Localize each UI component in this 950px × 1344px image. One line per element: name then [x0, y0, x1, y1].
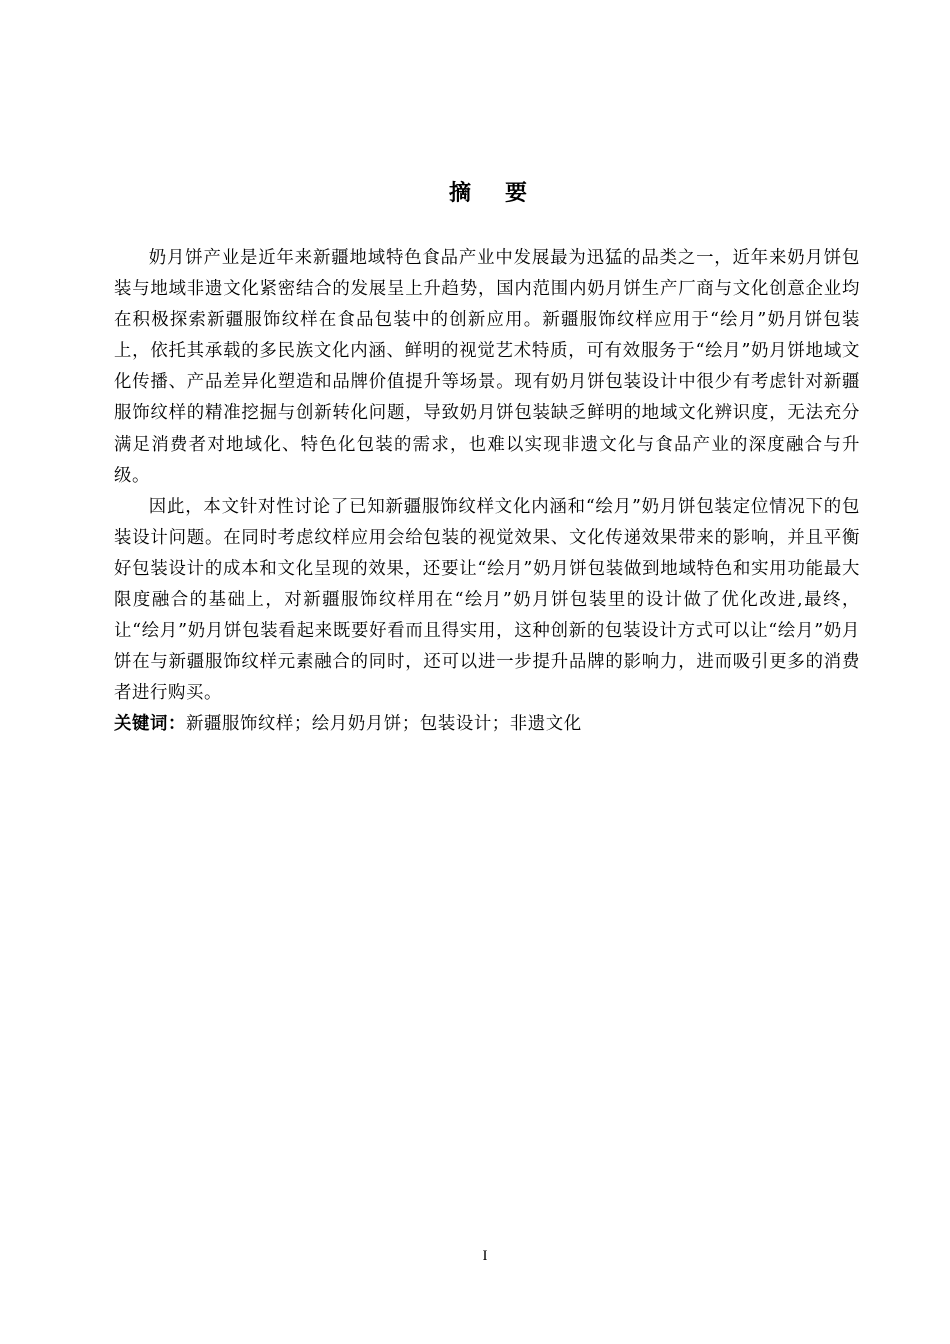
- keywords-text: 新疆服饰纹样；绘月奶月饼；包装设计；非遗文化: [185, 714, 582, 735]
- abstract-paragraph-2: 因此，本文针对性讨论了已知新疆服饰纹样文化内涵和“绘月”奶月饼包装定位情况下的包装设计问题。在同时考虑纹样应用会给包装的视觉效果、文化传递效果带来的影响，并且平衡好包装设计的成本和文化呈现的效果，还要让“绘月”奶月饼包装做到地域特色和实用功能最大限度融合的基础上，对新疆服饰纹样用在“绘月”奶月饼包装里的设计做了优化改进,最终，让“绘月”奶月饼包装看起来既要好看而且得实用，这种创新的包装设计方式可以让“绘月”奶月饼在与新疆服饰纹样元素融合的同时，还可以进一步提升品牌的影响力，进而吸引更多的消费者进行购买。: [114, 496, 860, 704]
- keywords-label: 关键词：: [114, 714, 186, 735]
- keywords-line: [114, 709, 860, 740]
- abstract-title: 摘要: [448, 181, 561, 206]
- page-number: I: [482, 1248, 488, 1264]
- abstract-paragraph-1: 奶月饼产业是近年来新疆地域特色食品产业中发展最为迅猛的品类之一，近年来奶月饼包装与地域非遗文化紧密结合的发展呈上升趋势，国内范围内奶月饼生产厂商与文化创意企业均在积极探索新疆服饰纹样在食品包装中的创新应用。新疆服饰纹样应用于“绘月”奶月饼包装上，依托其承载的多民族文化内涵、鲜明的视觉艺术特质，可有效服务于“绘月”奶月饼地域文化传播、产品差异化塑造和品牌价值提升等场景。现有奶月饼包装设计中很少有考虑针对新疆服饰纹样的精准挖掘与创新转化问题，导致奶月饼包装缺乏鲜明的地域文化辨识度，无法充分满足消费者对地域化、特色化包装的需求，也难以实现非遗文化与食品产业的深度融合与升级。: [114, 248, 860, 486]
- abstract-body: [114, 243, 860, 741]
